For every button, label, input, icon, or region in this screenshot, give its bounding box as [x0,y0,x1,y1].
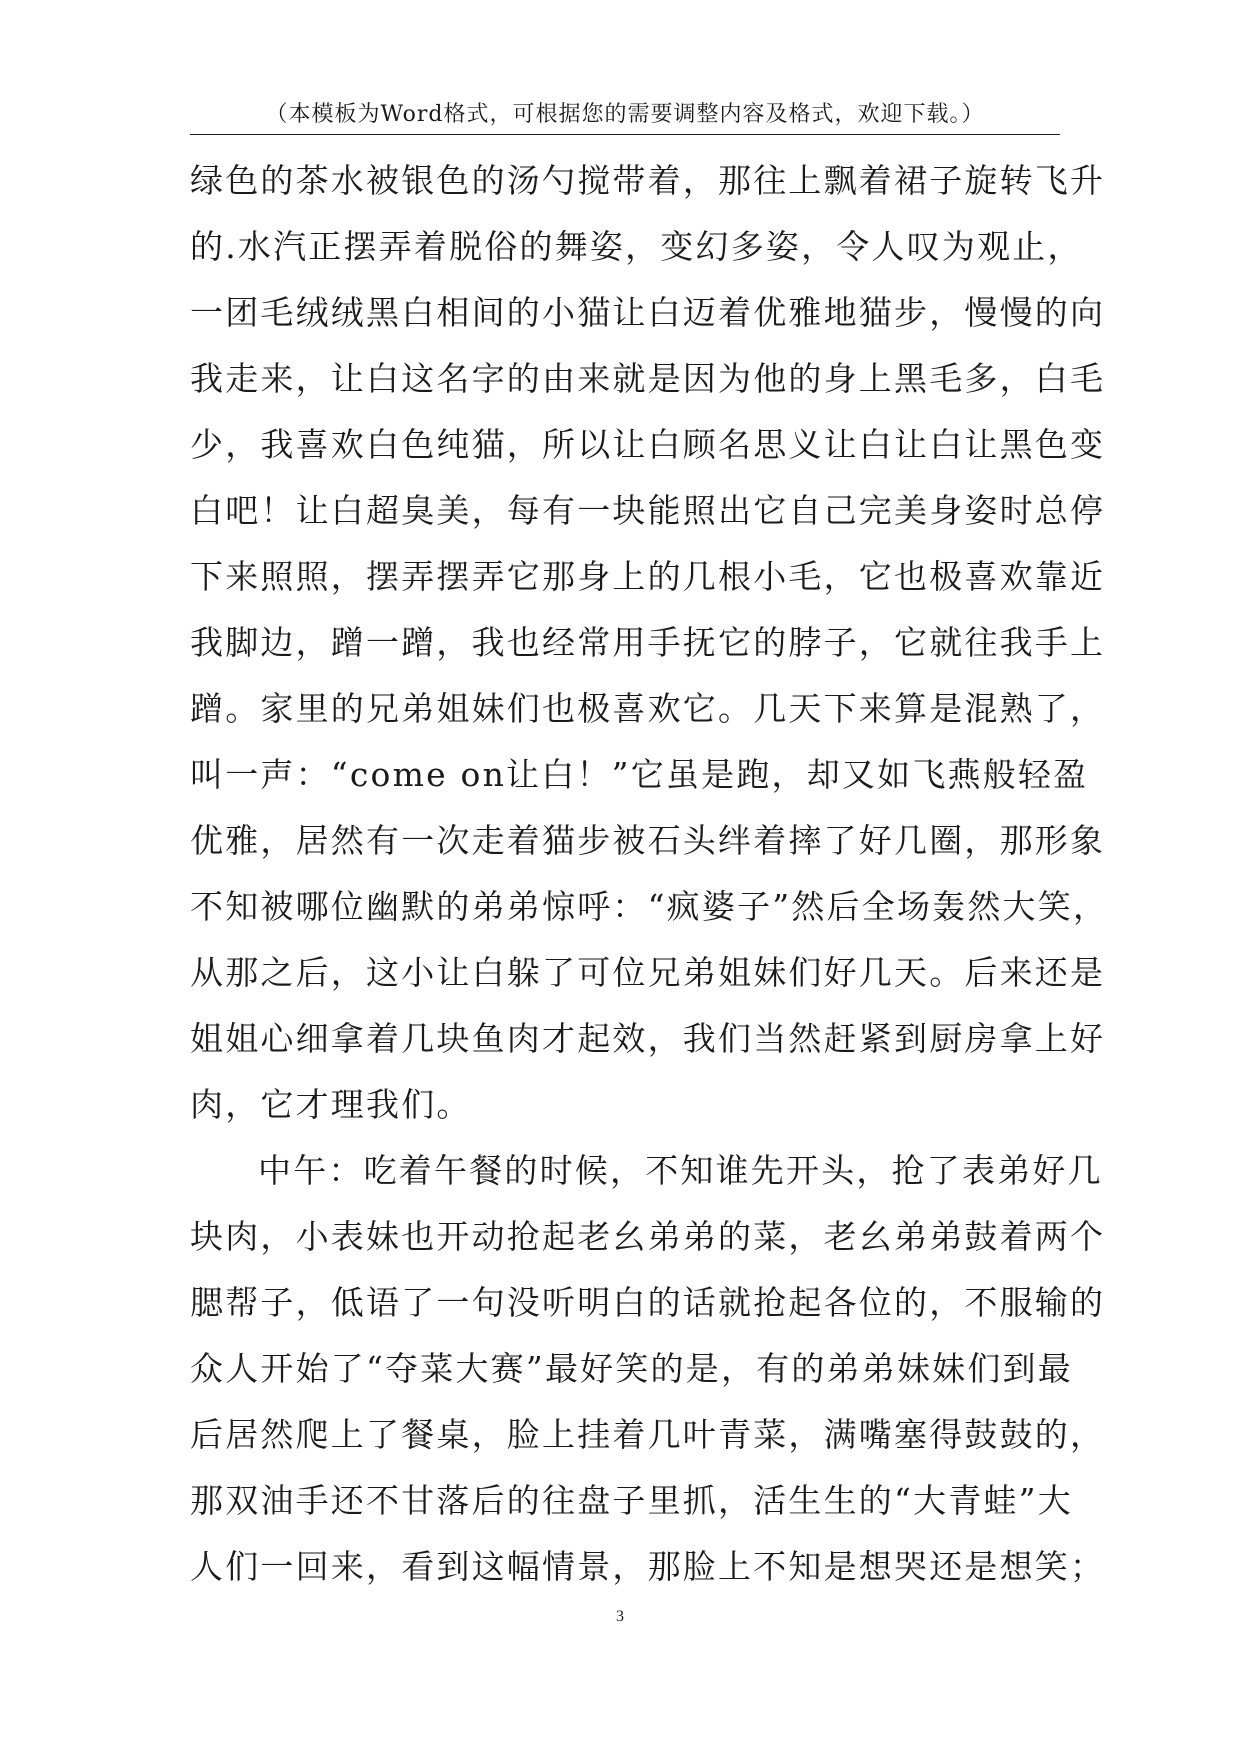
text-line: 肉，它才理我们。 [190,1085,472,1124]
text-line: 后居然爬上了餐桌，脸上挂着几叶青菜，满嘴塞得鼓鼓的， [190,1415,1106,1454]
text-line: 我脚边，蹭一蹭，我也经常用手抚它的脖子，它就往我手上 [190,623,1106,662]
text-line: 蹭。家里的兄弟姐妹们也极喜欢它。几天下来算是混熟了， [190,689,1106,728]
paragraph-start-line: 中午：吃着午餐的时候，不知谁先开头，抢了表弟好几 [258,1151,1103,1190]
text-line: 白吧！让白超臭美，每有一块能照出它自己完美身姿时总停 [190,491,1106,530]
text-line: 腮帮子，低语了一句没听明白的话就抢起各位的，不服输的 [190,1283,1106,1322]
page-number: 3 [616,1608,624,1625]
text-line: 人们一回来，看到这幅情景，那脸上不知是想哭还是想笑； [190,1547,1106,1586]
body-text [190,148,1109,1600]
text-line: 从那之后，这小让白躲了可位兄弟姐妹们好几天。后来还是 [190,953,1106,992]
text-line: 块肉，小表妹也开动抢起老幺弟弟的菜，老幺弟弟鼓着两个 [190,1217,1106,1256]
text-line: 姐姐心细拿着几块鱼肉才起效，我们当然赶紧到厨房拿上好 [190,1019,1106,1058]
header-divider [190,134,1060,135]
text-line: 一团毛绒绒黑白相间的小猫让白迈着优雅地猫步，慢慢的向 [190,293,1106,332]
text-line: 众人开始了“夺菜大赛”最好笑的是，有的弟弟妹妹们到最 [190,1349,1073,1388]
template-note: （本模板为Word格式，可根据您的需要调整内容及格式，欢迎下载。） [265,102,985,127]
text-line: 的.水汽正摆弄着脱俗的舞姿，变幻多姿，令人叹为观止， [190,227,1083,266]
text-line: 少，我喜欢白色纯猫，所以让白顾名思义让白让白让黑色变 [190,425,1106,464]
text-line: 优雅，居然有一次走着猫步被石头绊着摔了好几圈，那形象 [190,821,1106,860]
text-line: 那双油手还不甘落后的往盘子里抓，活生生的“大青蛙”大 [190,1481,1073,1520]
text-line: 叫一声：“come on让白！”它虽是跑，却又如飞燕般轻盈 [190,755,1089,794]
text-line: 绿色的茶水被银色的汤勺搅带着，那往上飘着裙子旋转飞升 [190,161,1106,200]
text-line: 下来照照，摆弄摆弄它那身上的几根小毛，它也极喜欢靠近 [190,557,1106,596]
text-line: 我走来，让白这名字的由来就是因为他的身上黑毛多，白毛 [190,359,1106,398]
text-line: 不知被哪位幽默的弟弟惊呼：“疯婆子”然后全场轰然大笑， [190,887,1109,926]
